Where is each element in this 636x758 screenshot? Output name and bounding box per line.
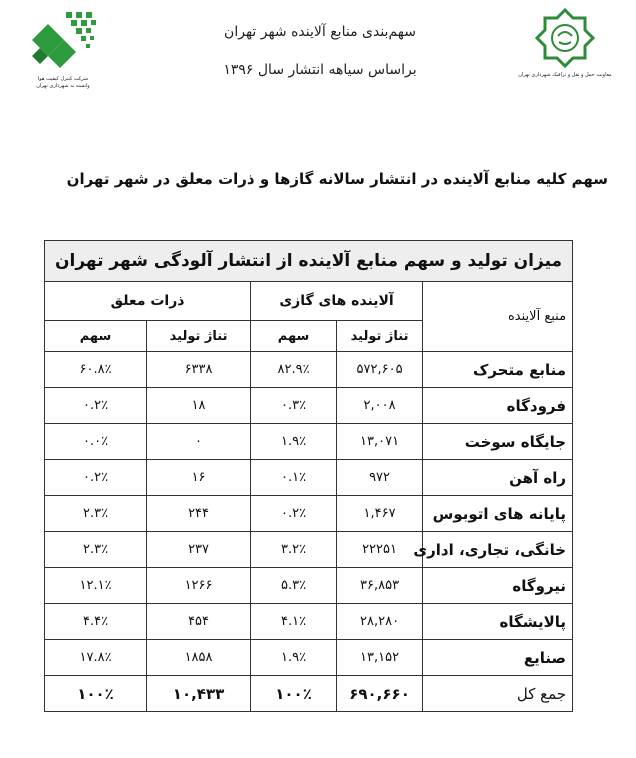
pm-share-cell: ۰.۲٪ <box>45 388 147 424</box>
total-label: جمع کل <box>423 676 573 712</box>
row-source: خانگی، تجاری، اداری <box>423 532 573 568</box>
air-quality-logo-icon <box>18 6 108 76</box>
row-source: پایانه های اتوبوس <box>423 496 573 532</box>
table-row <box>45 352 573 388</box>
total-row <box>45 676 573 712</box>
gas-tonnage-header: تناژ تولید <box>337 321 423 352</box>
gas-tonnage-cell: ۱۳,۰۷۱ <box>337 424 423 460</box>
pm-share-cell: ۶۰.۸٪ <box>45 352 147 388</box>
row-source: راه آهن <box>423 460 573 496</box>
row-source: پالایشگاه <box>423 604 573 640</box>
pm-tonnage-cell: ۱۸۵۸ <box>147 640 251 676</box>
total-gas-share: ۱۰۰٪ <box>251 676 337 712</box>
gas-tonnage-cell: ۱,۴۶۷ <box>337 496 423 532</box>
pm-share-cell: ۴.۴٪ <box>45 604 147 640</box>
gas-tonnage-cell: ۱۳,۱۵۲ <box>337 640 423 676</box>
pm-share-cell: ۱۷.۸٪ <box>45 640 147 676</box>
pm-share-cell: ۰.۲٪ <box>45 460 147 496</box>
pm-tonnage-cell: ۴۵۴ <box>147 604 251 640</box>
pm-share-header: سهم <box>45 321 147 352</box>
pm-tonnage-header: تناژ تولید <box>147 321 251 352</box>
table-row <box>45 568 573 604</box>
pm-share-cell: ۲.۳٪ <box>45 532 147 568</box>
pm-share-cell: ۲.۳٪ <box>45 496 147 532</box>
pm-tonnage-cell: ۱۸ <box>147 388 251 424</box>
pm-tonnage-cell: ۰ <box>147 424 251 460</box>
header-title-line2: براساس سیاهه انتشار سال ۱۳۹۶ <box>223 62 417 78</box>
table-row <box>45 388 573 424</box>
air-quality-logo-caption-line1: شرکت کنترل کیفیت هوا <box>37 76 89 82</box>
total-pm-share: ۱۰۰٪ <box>45 676 147 712</box>
table-title: میزان تولید و سهم منابع آلاینده از انتشار آلودگی شهر تهران <box>45 241 573 282</box>
gas-tonnage-cell: ۲۲۲۵۱ <box>337 532 423 568</box>
municipality-logo-caption: معاونت حمل و نقل و ترافیک شهرداری تهران <box>518 72 612 78</box>
gas-share-cell: ۵.۳٪ <box>251 568 337 604</box>
table-row <box>45 640 573 676</box>
table-row <box>45 496 573 532</box>
row-source: جایگاه سوخت <box>423 424 573 460</box>
page-subtitle: سهم کلیه منابع آلاینده در انتشار سالانه گازها و ذرات معلق در شهر تهران <box>66 170 608 188</box>
table-row <box>45 532 573 568</box>
gas-share-cell: ۰.۳٪ <box>251 388 337 424</box>
gas-share-cell: ۰.۱٪ <box>251 460 337 496</box>
row-source: منابع متحرک <box>423 352 573 388</box>
gas-share-header: سهم <box>251 321 337 352</box>
table-row <box>45 424 573 460</box>
emissions-table <box>44 240 573 712</box>
gas-share-cell: ۱.۹٪ <box>251 424 337 460</box>
pm-tonnage-cell: ۲۳۷ <box>147 532 251 568</box>
pm-tonnage-cell: ۶۳۳۸ <box>147 352 251 388</box>
gas-share-cell: ۸۲.۹٪ <box>251 352 337 388</box>
gas-tonnage-cell: ۵۷۲,۶۰۵ <box>337 352 423 388</box>
air-quality-control-logo <box>18 6 108 96</box>
particulate-matter-header: ذرات معلق <box>45 282 251 321</box>
source-column-header: منبع آلاینده <box>423 282 573 352</box>
total-gas-tonnage: ۶۹۰,۶۶۰ <box>337 676 423 712</box>
header-title-line1: سهم‌بندی منابع آلاینده شهر تهران <box>224 24 416 40</box>
gas-pollutants-header: آلاینده های گازی <box>251 282 423 321</box>
gas-share-cell: ۳.۲٪ <box>251 532 337 568</box>
pm-share-cell: ۰.۰٪ <box>45 424 147 460</box>
total-pm-tonnage: ۱۰,۴۳۳ <box>147 676 251 712</box>
gas-share-cell: ۴.۱٪ <box>251 604 337 640</box>
gas-share-cell: ۰.۲٪ <box>251 496 337 532</box>
municipality-emblem-icon <box>515 6 615 70</box>
tehran-municipality-logo <box>515 6 615 96</box>
pm-share-cell: ۱۲.۱٪ <box>45 568 147 604</box>
gas-tonnage-cell: ۲,۰۰۸ <box>337 388 423 424</box>
pm-tonnage-cell: ۱۲۶۶ <box>147 568 251 604</box>
gas-tonnage-cell: ۲۸,۲۸۰ <box>337 604 423 640</box>
air-quality-logo-caption-line2: وابسته به شهرداری تهران <box>36 83 90 89</box>
table-row <box>45 604 573 640</box>
row-source: صنایع <box>423 640 573 676</box>
page-header <box>0 0 636 110</box>
table-row <box>45 460 573 496</box>
air-quality-logo-caption <box>18 76 108 90</box>
gas-tonnage-cell: ۹۷۲ <box>337 460 423 496</box>
pm-tonnage-cell: ۲۴۴ <box>147 496 251 532</box>
row-source: فرودگاه <box>423 388 573 424</box>
row-source: نیروگاه <box>423 568 573 604</box>
gas-share-cell: ۱.۹٪ <box>251 640 337 676</box>
gas-tonnage-cell: ۳۶,۸۵۳ <box>337 568 423 604</box>
pm-tonnage-cell: ۱۶ <box>147 460 251 496</box>
